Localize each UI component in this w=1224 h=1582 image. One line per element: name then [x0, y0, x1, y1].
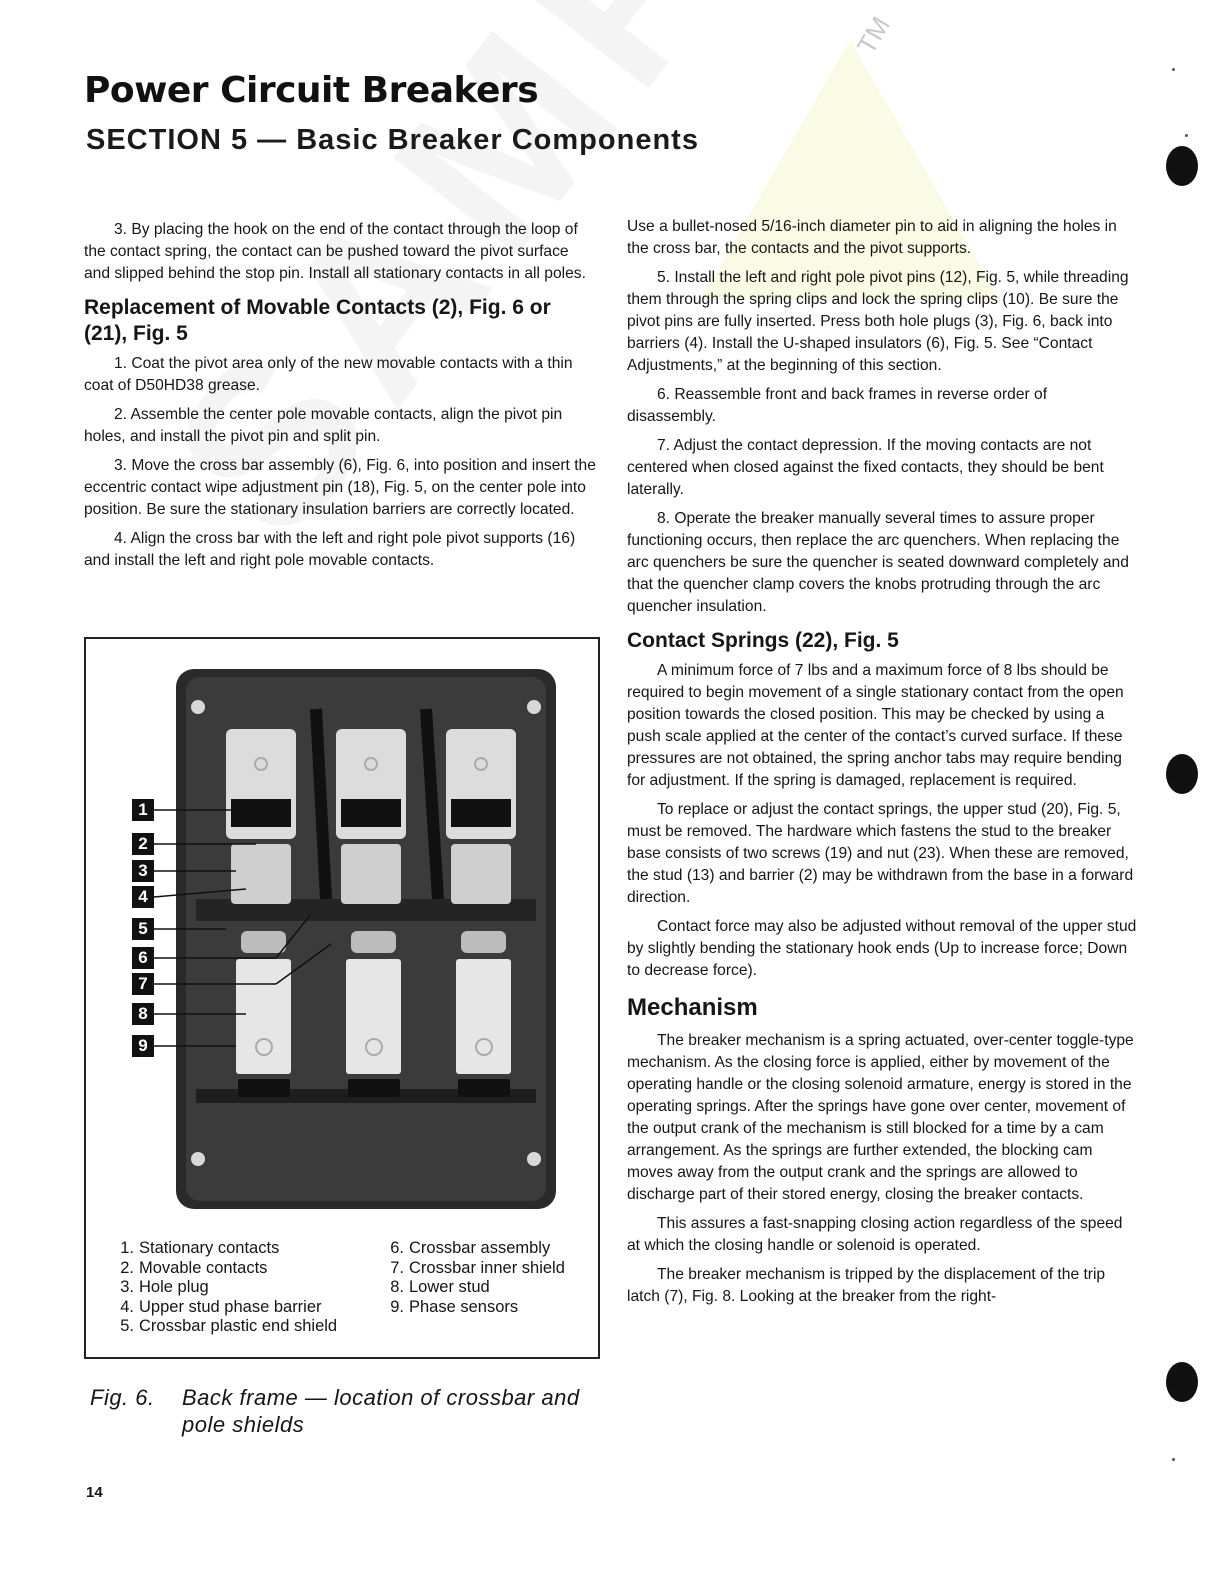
legend-item: 1. Stationary contacts: [120, 1239, 280, 1257]
speck: [1185, 134, 1188, 137]
section-title: SECTION 5 — Basic Breaker Components: [86, 124, 699, 156]
punch-hole: [1166, 754, 1198, 794]
legend-list-left: [112, 1239, 372, 1337]
section-heading: Contact Springs (22), Fig. 5: [627, 629, 899, 652]
paragraph: 5. Install the left and right pole pivot pins (12), Fig. 5, while threading them through the spring clips and lock the spring clips (10). Be sure the pivot pins are fully inserted. Press both hole plugs (3), Fig. 6, back into barriers (4). Install the U-shaped insulators (6), Fig. 5. See “Contact Adjustments,” at the beginning of this section.: [627, 269, 1129, 374]
callout-label: 1: [132, 799, 154, 821]
callout-leader-lines: [86, 639, 598, 1219]
figure-caption-label: Fig. 6.: [90, 1385, 155, 1410]
watermark-tm: TM: [850, 11, 896, 60]
callout-label: 5: [132, 918, 154, 940]
page-number: 14: [86, 1484, 103, 1501]
legend-item: 8. Lower stud: [390, 1278, 490, 1296]
section-heading: Mechanism: [627, 994, 758, 1021]
paragraph: 4. Align the cross bar with the left and right pole pivot supports (16) and install the left and right pole movable contacts.: [84, 530, 576, 569]
left-column: [84, 219, 598, 579]
figure-caption-text: Back frame — location of crossbar and pole shields: [182, 1385, 580, 1437]
figure-box: [84, 637, 600, 1359]
page-title: Power Circuit Breakers: [84, 70, 539, 111]
legend-item: 5. Crossbar plastic end shield: [120, 1317, 338, 1335]
legend-item: 4. Upper stud phase barrier: [120, 1297, 322, 1316]
paragraph: 3. By placing the hook on the end of the contact through the loop of the contact spring, the contact can be pushed toward the pivot surface and slipped behind the stop pin. Install all stationary contacts in all poles.: [84, 221, 586, 282]
paragraph: A minimum force of 7 lbs and a maximum force of 8 lbs should be required to begin movement of a single stationary contact from the open position towards the closed position. This may be checked by using a push scale applied at the center of the contact’s curved surface. If these pressures are not obtained, the spring anchor tabs may require bending for adjustment. If the spring is damaged, replacement is required.: [627, 662, 1124, 789]
paragraph: This assures a fast-snapping closing action regardless of the speed at which the closing handle or solenoid is operated.: [627, 1215, 1123, 1254]
legend-item: 2. Movable contacts: [120, 1258, 268, 1277]
legend-item: 9. Phase sensors: [390, 1297, 519, 1316]
paragraph: 6. Reassemble front and back frames in reverse order of disassembly.: [627, 386, 1048, 425]
callout-label: 2: [132, 833, 154, 855]
legend-item: 7. Crossbar inner shield: [390, 1258, 565, 1277]
callout-label: 4: [132, 886, 154, 908]
speck: [1172, 68, 1175, 71]
right-column: [627, 216, 1137, 1315]
paragraph: 2. Assemble the center pole movable contacts, align the pivot pin holes, and install the pivot pin and split pin.: [84, 406, 563, 445]
punch-hole: [1166, 146, 1198, 186]
legend-item: 3. Hole plug: [120, 1278, 209, 1296]
callout-label: 6: [132, 947, 154, 969]
callout-label: 8: [132, 1003, 154, 1025]
speck: [1172, 1458, 1175, 1461]
paragraph: The breaker mechanism is a spring actuated, over-center toggle-type mechanism. As the closing force is applied, either by movement of the operating handle or the closing solenoid armature, energy is stored in the operating springs. After the springs have gone over center, movement of the output crank of the mechanism is still blocked for a time by a cam arrangement. As the springs are further extended, the blocking cam moves away from the output crank and the springs are allowed to discharge part of their stored energy, closing the breaker contacts.: [627, 1032, 1134, 1203]
paragraph: 8. Operate the breaker manually several times to assure proper functioning occurs, then replace the arc quenchers. When replacing the arc quenchers be sure the quencher is seated downward completely and that the quencher clamp covers the knobs protruding through the arc quencher insulation.: [627, 510, 1129, 615]
paragraph: To replace or adjust the contact springs, the upper stud (20), Fig. 5, must be removed. The hardware which fastens the stud to the breaker base consists of two screws (19) and nut (23). When these are removed, the stud (13) and barrier (2) may be withdrawn from the base in a forward direction.: [627, 801, 1134, 906]
callout-label: 3: [132, 860, 154, 882]
paragraph: Use a bullet-nosed 5/16-inch diameter pin to aid in aligning the holes in the cross bar, the contacts and the pivot supports.: [627, 218, 1117, 257]
punch-hole: [1166, 1362, 1198, 1402]
legend-item: 6. Crossbar assembly: [390, 1239, 551, 1257]
legend-list-right: [382, 1239, 602, 1317]
paragraph: 7. Adjust the contact depression. If the moving contacts are not centered when closed against the fixed contacts, they should be bent laterally.: [627, 437, 1104, 498]
paragraph: 1. Coat the pivot area only of the new movable contacts with a thin coat of D50HD38 grease.: [84, 355, 573, 394]
paragraph: 3. Move the cross bar assembly (6), Fig. 6, into position and insert the eccentric contact wipe adjustment pin (18), Fig. 5, on the center pole into position. Be sure the stationary insulation barriers are correctly located.: [84, 457, 596, 518]
callout-label: 7: [132, 973, 154, 995]
callout-label: 9: [132, 1035, 154, 1057]
section-heading: Replacement of Movable Contacts (2), Fig. 6 or (21), Fig. 5: [84, 296, 551, 345]
paragraph: Contact force may also be adjusted without removal of the upper stud by slightly bending the stationary hook ends (Up to increase force; Down to decrease force).: [627, 918, 1137, 979]
paragraph: The breaker mechanism is tripped by the displacement of the trip latch (7), Fig. 8. Looking at the breaker from the right-: [627, 1266, 1106, 1305]
